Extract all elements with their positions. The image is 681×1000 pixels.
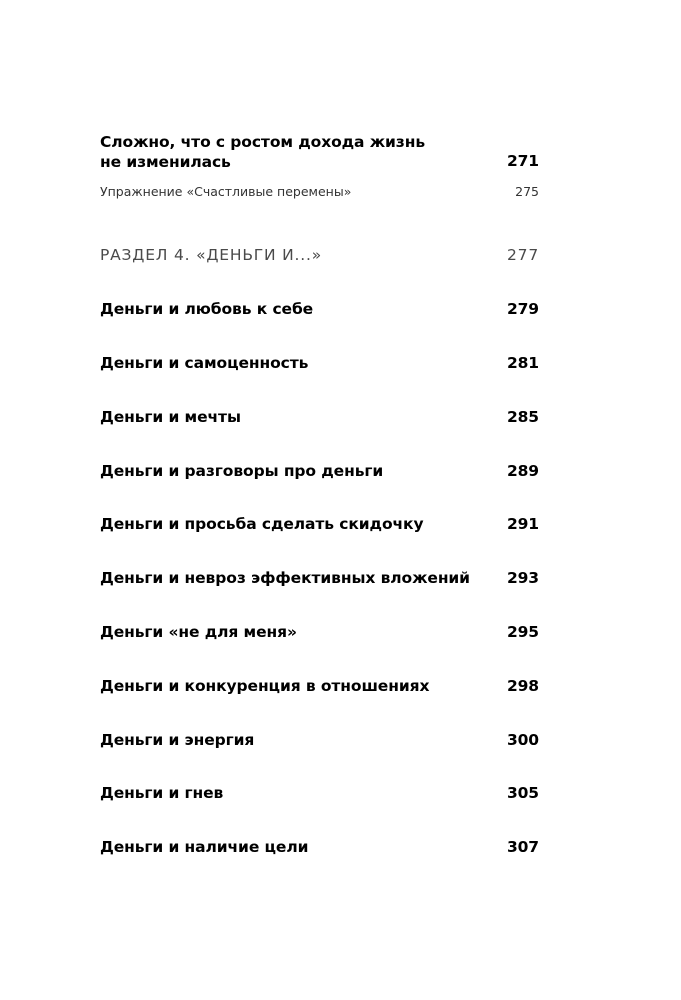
toc-entry-page-number: 295 xyxy=(506,623,539,641)
toc-entry xyxy=(100,838,539,858)
toc-section-heading xyxy=(100,246,539,266)
toc-entry-title: Деньги и мечты xyxy=(100,408,241,426)
toc-exercise-title: Упражнение «Счастливые перемены» xyxy=(100,184,352,199)
toc-entry-title: Деньги и самоценность xyxy=(100,354,309,372)
toc-entry-page-number: 285 xyxy=(506,408,539,426)
toc-entry-title: Деньги и любовь к себе xyxy=(100,300,314,318)
toc-entry xyxy=(100,784,539,804)
toc-entry-title: Деньги и просьба сделать скидочку xyxy=(100,515,424,533)
toc-entry xyxy=(100,408,539,428)
toc-entry-page-number: 307 xyxy=(506,838,539,856)
toc-entry xyxy=(100,731,539,751)
toc-entry-page-number: 271 xyxy=(506,152,539,170)
toc-entry-title-line1: Сложно, что с ростом дохода жизнь xyxy=(100,133,426,151)
toc-entry-page-number: 291 xyxy=(506,515,539,533)
toc-entry-title: Деньги и наличие цели xyxy=(100,838,309,856)
toc-entry-title: Деньги и энергия xyxy=(100,731,255,749)
toc-entry xyxy=(100,623,539,643)
toc-entry xyxy=(100,569,539,589)
toc-exercise-entry xyxy=(100,184,539,202)
toc-section-title: РАЗДЕЛ 4. «ДЕНЬГИ И...» xyxy=(100,246,322,264)
toc-entry-growth-income xyxy=(100,132,539,174)
toc-entry-page-number: 300 xyxy=(506,731,539,749)
toc-entry xyxy=(100,462,539,482)
toc-entry-page-number: 305 xyxy=(506,784,539,802)
toc-entry xyxy=(100,354,539,374)
toc-entry-page-number: 281 xyxy=(506,354,539,372)
toc-entry-title: Деньги и конкуренция в отношениях xyxy=(100,677,430,695)
table-of-contents xyxy=(100,0,539,1000)
toc-entry xyxy=(100,515,539,535)
toc-entry-title: Деньги и разговоры про деньги xyxy=(100,462,384,480)
toc-entry xyxy=(100,677,539,697)
toc-entry-page-number: 298 xyxy=(506,677,539,695)
toc-entry-title: Деньги и невроз эффективных вложений xyxy=(100,569,470,587)
toc-entry-title: Деньги и гнев xyxy=(100,784,224,802)
toc-entry-title: Деньги «не для меня» xyxy=(100,623,297,641)
toc-entry-page-number: 279 xyxy=(506,300,539,318)
toc-exercise-page-number: 275 xyxy=(515,184,539,199)
toc-entry-page-number: 293 xyxy=(506,569,539,587)
toc-entry-page-number: 289 xyxy=(506,462,539,480)
toc-entry xyxy=(100,300,539,320)
toc-entry-title-line2: не изменилась xyxy=(100,153,231,171)
toc-entry-title xyxy=(100,132,500,172)
toc-section-page-number: 277 xyxy=(507,246,539,264)
